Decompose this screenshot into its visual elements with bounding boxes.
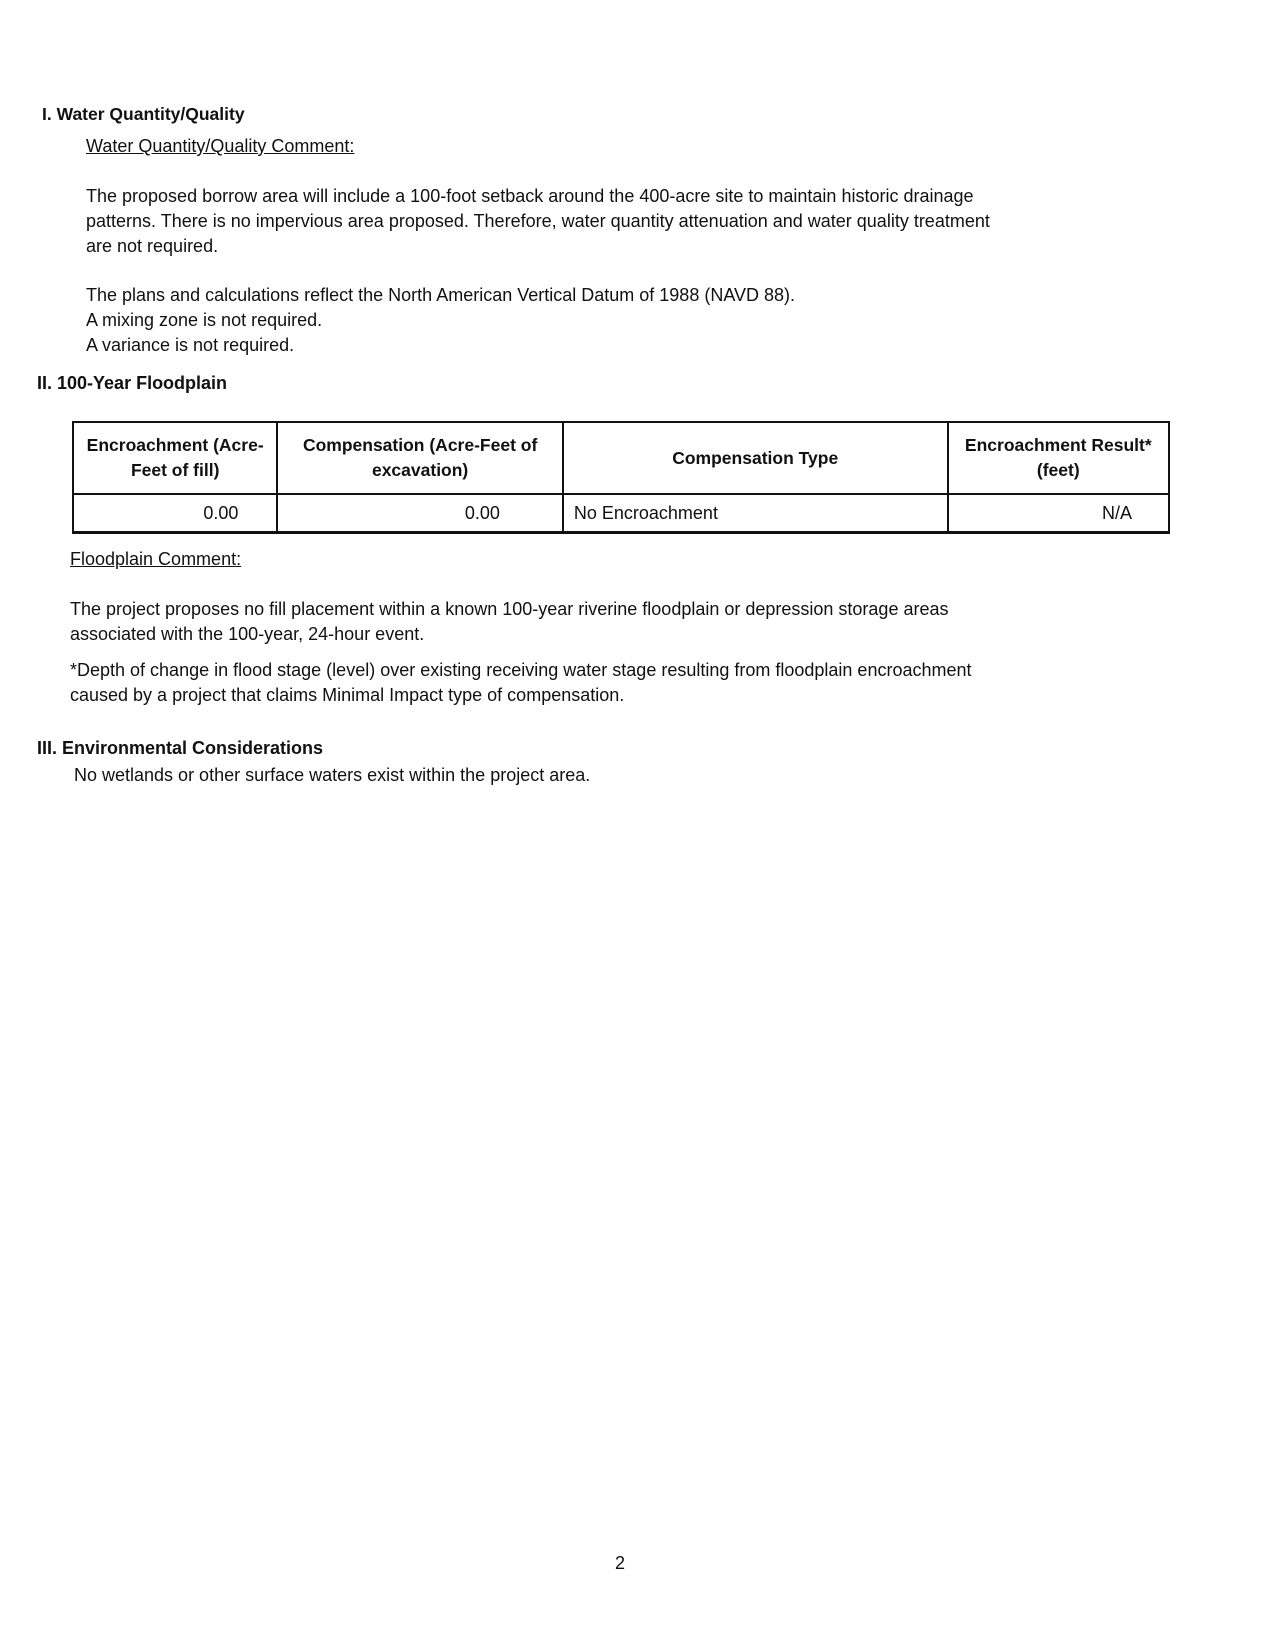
floodplain-comment-label: Floodplain Comment: <box>70 549 242 569</box>
floodplain-table-header-row <box>73 422 1169 494</box>
cell-compensation-type: No Encroachment <box>563 494 948 533</box>
encroachment-result-footnote: *Depth of change in flood stage (level) over existing receiving water stage resulting from floodplain encroachment caused by a project that claims Minimal Impact type of compensation. <box>70 660 972 705</box>
page-number: 2 <box>614 1553 625 1573</box>
header-encroachment-result: Encroachment Result* (feet) <box>948 422 1169 494</box>
cell-compensation-excavation: 0.00 <box>277 494 563 533</box>
section-heading-environmental: III. Environmental Considerations <box>37 738 324 758</box>
water-quality-comment-text: The proposed borrow area will include a 100-foot setback around the 400-acre site to maintain historic drainage patterns. There is no impervious area proposed. Therefore, water quantity attenuation and water quality treatment are not required. <box>86 186 990 256</box>
header-compensation-type: Compensation Type <box>563 422 948 494</box>
mixing-zone-statement: A mixing zone is not required. <box>86 310 323 330</box>
table-row <box>73 494 1169 533</box>
section-heading-water-quantity-quality: I. Water Quantity/Quality <box>42 104 245 124</box>
water-quality-paragraph <box>86 184 1006 259</box>
cell-encroachment-fill: 0.00 <box>73 494 277 533</box>
water-quality-notes <box>86 283 1006 358</box>
datum-statement: The plans and calculations reflect the North American Vertical Datum of 1988 (NAVD 88). <box>86 285 796 305</box>
section-heading-floodplain: II. 100-Year Floodplain <box>37 373 228 393</box>
header-encroachment-fill: Encroachment (Acre-Feet of fill) <box>73 422 277 494</box>
floodplain-comment-text: The project proposes no fill placement within a known 100-year riverine floodplain or depression storage areas associated with the 100-year, 24-hour event. <box>70 599 949 644</box>
floodplain-footnote <box>70 658 990 708</box>
environmental-paragraph <box>74 763 994 788</box>
cell-encroachment-result: N/A <box>948 494 1169 533</box>
variance-statement: A variance is not required. <box>86 335 295 355</box>
water-quality-comment-label: Water Quantity/Quality Comment: <box>86 136 355 156</box>
floodplain-paragraph <box>70 597 990 647</box>
floodplain-table <box>72 421 1170 534</box>
header-compensation-excavation: Compensation (Acre-Feet of excavation) <box>277 422 563 494</box>
environmental-statement: No wetlands or other surface waters exist within the project area. <box>74 765 591 785</box>
